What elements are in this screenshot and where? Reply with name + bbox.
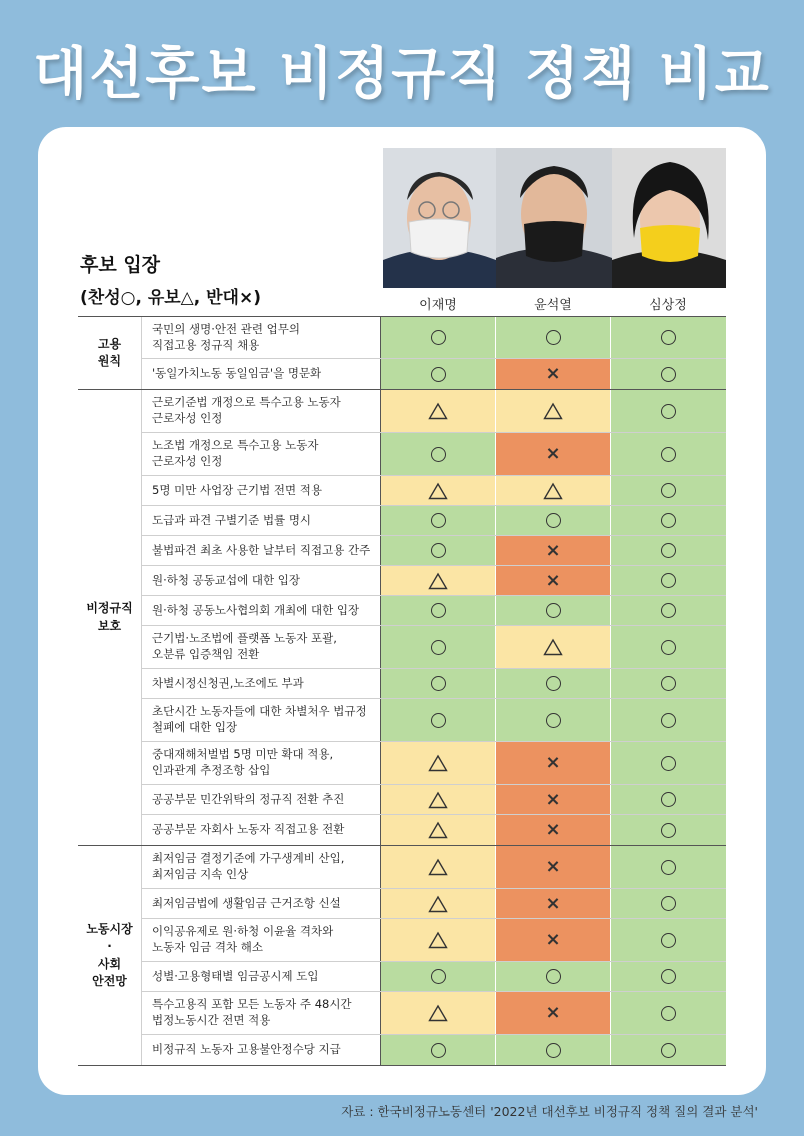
policy-text: 비정규직 노동자 고용불안정수당 지급 bbox=[141, 1035, 381, 1065]
policy-text: 성별·고용형태별 임금공시제 도입 bbox=[141, 962, 381, 991]
table-row bbox=[141, 785, 726, 815]
circle-icon bbox=[661, 367, 676, 382]
vote-cell-support bbox=[381, 317, 496, 358]
policy-text: 공공부문 민간위탁의 정규직 전환 추진 bbox=[141, 785, 381, 814]
vote-cell-support bbox=[496, 669, 611, 698]
policy-text: 불법파견 최초 사용한 날부터 직접고용 간주 bbox=[141, 536, 381, 565]
policy-text: 국민의 생명·안전 관련 업무의 직접고용 정규직 채용 bbox=[141, 317, 381, 358]
vote-cell-support bbox=[611, 815, 726, 845]
vote-cell-support bbox=[611, 919, 726, 961]
vote-cell-support bbox=[381, 506, 496, 535]
vote-cell-support bbox=[381, 536, 496, 565]
circle-icon bbox=[661, 896, 676, 911]
policy-comparison-table bbox=[78, 316, 726, 1066]
circle-icon bbox=[546, 969, 561, 984]
vote-cell-support bbox=[611, 390, 726, 432]
table-row bbox=[141, 626, 726, 669]
vote-cell-support bbox=[611, 889, 726, 918]
cross-icon: × bbox=[545, 892, 561, 914]
circle-icon bbox=[661, 1006, 676, 1021]
table-row bbox=[141, 699, 726, 742]
policy-text: 노조법 개정으로 특수고용 노동자 근로자성 인정 bbox=[141, 433, 381, 475]
vote-cell-oppose bbox=[496, 433, 611, 475]
circle-icon bbox=[661, 513, 676, 528]
triangle-icon bbox=[428, 931, 448, 949]
vote-cell-support bbox=[611, 992, 726, 1034]
policy-text: 최저임금법에 생활임금 근거조항 신설 bbox=[141, 889, 381, 918]
circle-icon bbox=[431, 543, 446, 558]
vote-cell-support bbox=[611, 699, 726, 741]
candidate-name-3: 심상정 bbox=[649, 298, 687, 313]
circle-icon bbox=[661, 823, 676, 838]
vote-cell-oppose bbox=[496, 566, 611, 595]
circle-icon bbox=[546, 603, 561, 618]
circle-icon bbox=[431, 603, 446, 618]
table-row bbox=[141, 919, 726, 962]
triangle-icon bbox=[428, 1004, 448, 1022]
table-row bbox=[141, 476, 726, 506]
vote-cell-support bbox=[381, 359, 496, 389]
vote-cell-support bbox=[381, 626, 496, 668]
policy-text: 이익공유제로 원·하청 이윤율 격차와 노동자 임금 격차 해소 bbox=[141, 919, 381, 961]
circle-icon bbox=[546, 713, 561, 728]
circle-icon bbox=[661, 713, 676, 728]
policy-text: 도급과 파견 구별기준 법률 명시 bbox=[141, 506, 381, 535]
triangle-icon bbox=[543, 402, 563, 420]
circle-icon bbox=[661, 573, 676, 588]
table-row bbox=[141, 815, 726, 845]
vote-cell-support bbox=[611, 596, 726, 625]
mask-3 bbox=[640, 225, 700, 262]
vote-cell-support bbox=[611, 846, 726, 888]
legend-subtitle: (찬성○, 유보△, 반대×) bbox=[80, 288, 261, 308]
candidate-name-2: 윤석열 bbox=[534, 298, 572, 313]
policy-text: 근기법·노조법에 플랫폼 노동자 포괄, 오분류 입증책임 전환 bbox=[141, 626, 381, 668]
candidate-1-photo bbox=[383, 148, 496, 288]
vote-cell-oppose bbox=[496, 359, 611, 389]
vote-cell-oppose bbox=[496, 846, 611, 888]
vote-cell-support bbox=[611, 359, 726, 389]
circle-icon bbox=[661, 676, 676, 691]
vote-cell-reserve bbox=[496, 626, 611, 668]
policy-text: 원·하청 공동교섭에 대한 입장 bbox=[141, 566, 381, 595]
table-row bbox=[141, 992, 726, 1035]
table-section bbox=[78, 317, 726, 390]
section-category-label: 노동시장 · 사회 안전망 bbox=[86, 921, 133, 988]
circle-icon bbox=[431, 969, 446, 984]
circle-icon bbox=[431, 330, 446, 345]
policy-text: 초단시간 노동자들에 대한 차별처우 법규정 철폐에 대한 입장 bbox=[141, 699, 381, 741]
circle-icon bbox=[431, 367, 446, 382]
circle-icon bbox=[661, 969, 676, 984]
circle-icon bbox=[661, 447, 676, 462]
source-note: 자료 : 한국비정규노동센터 '2022년 대선후보 비정규직 정책 질의 결과 분석' bbox=[341, 1104, 758, 1119]
triangle-icon bbox=[428, 754, 448, 772]
cross-icon: × bbox=[545, 856, 561, 877]
table-row bbox=[141, 317, 726, 359]
vote-cell-oppose bbox=[496, 919, 611, 961]
vote-cell-reserve bbox=[381, 889, 496, 918]
vote-cell-oppose bbox=[496, 536, 611, 565]
vote-cell-support bbox=[611, 317, 726, 358]
triangle-icon bbox=[428, 821, 448, 839]
section-category-label: 고용 원칙 bbox=[97, 336, 122, 368]
cross-icon: × bbox=[545, 363, 561, 384]
candidate-2-photo bbox=[496, 148, 612, 288]
vote-cell-support bbox=[496, 1035, 611, 1065]
vote-cell-support bbox=[496, 596, 611, 625]
vote-cell-support bbox=[496, 317, 611, 358]
circle-icon bbox=[661, 483, 676, 498]
cross-icon: × bbox=[545, 539, 561, 561]
vote-cell-reserve bbox=[381, 992, 496, 1034]
vote-cell-reserve bbox=[381, 919, 496, 961]
table-row bbox=[141, 846, 726, 889]
table-row bbox=[141, 962, 726, 992]
vote-cell-oppose bbox=[496, 785, 611, 814]
mask-2 bbox=[524, 221, 584, 262]
circle-icon bbox=[431, 1043, 446, 1058]
vote-cell-oppose bbox=[496, 889, 611, 918]
circle-icon bbox=[546, 330, 561, 345]
table-row bbox=[141, 596, 726, 626]
vote-cell-support bbox=[611, 669, 726, 698]
vote-cell-reserve bbox=[381, 476, 496, 505]
circle-icon bbox=[661, 603, 676, 618]
candidate-3-photo bbox=[612, 148, 726, 288]
vote-cell-support bbox=[611, 433, 726, 475]
triangle-icon bbox=[428, 895, 448, 913]
circle-icon bbox=[661, 330, 676, 345]
policy-text: 특수고용직 포함 모든 노동자 주 48시간 법정노동시간 전면 적용 bbox=[141, 992, 381, 1034]
table-section bbox=[78, 390, 726, 846]
table-row bbox=[141, 359, 726, 389]
circle-icon bbox=[661, 543, 676, 558]
circle-icon bbox=[431, 513, 446, 528]
policy-text: 원·하청 공동노사협의회 개최에 대한 입장 bbox=[141, 596, 381, 625]
circle-icon bbox=[431, 447, 446, 462]
cross-icon: × bbox=[545, 929, 561, 950]
policy-text: '동일가치노동 동일임금'을 명문화 bbox=[141, 359, 381, 389]
table-row bbox=[141, 433, 726, 476]
vote-cell-support bbox=[381, 596, 496, 625]
vote-cell-reserve bbox=[381, 785, 496, 814]
cross-icon: × bbox=[545, 1002, 561, 1023]
circle-icon bbox=[661, 640, 676, 655]
vote-cell-reserve bbox=[381, 566, 496, 595]
vote-cell-reserve bbox=[381, 742, 496, 784]
vote-cell-support bbox=[381, 1035, 496, 1065]
mask-1 bbox=[409, 219, 469, 258]
policy-text: 중대재해처벌법 5명 미만 확대 적용, 인과관계 추정조항 삽입 bbox=[141, 742, 381, 784]
table-row bbox=[141, 536, 726, 566]
table-row bbox=[141, 506, 726, 536]
vote-cell-support bbox=[611, 626, 726, 668]
vote-cell-support bbox=[496, 699, 611, 741]
triangle-icon bbox=[543, 638, 563, 656]
circle-icon bbox=[546, 1043, 561, 1058]
vote-cell-support bbox=[381, 433, 496, 475]
page-title: 대선후보 비정규직 정책 비교 bbox=[33, 42, 771, 107]
vote-cell-support bbox=[496, 506, 611, 535]
vote-cell-reserve bbox=[496, 390, 611, 432]
vote-cell-oppose bbox=[496, 815, 611, 845]
vote-cell-reserve bbox=[496, 476, 611, 505]
vote-cell-support bbox=[611, 566, 726, 595]
table-row bbox=[141, 1035, 726, 1065]
circle-icon bbox=[546, 513, 561, 528]
vote-cell-support bbox=[611, 742, 726, 784]
candidate-name-1: 이재명 bbox=[419, 298, 457, 313]
cross-icon: × bbox=[545, 788, 561, 810]
cross-icon: × bbox=[545, 569, 561, 591]
vote-cell-support bbox=[611, 506, 726, 535]
policy-text: 최저임금 결정기준에 가구생계비 산입, 최저임금 지속 인상 bbox=[141, 846, 381, 888]
circle-icon bbox=[661, 756, 676, 771]
vote-cell-reserve bbox=[381, 390, 496, 432]
vote-cell-oppose bbox=[496, 742, 611, 784]
cross-icon: × bbox=[545, 752, 561, 773]
policy-text: 5명 미만 사업장 근기법 전면 적용 bbox=[141, 476, 381, 505]
vote-cell-support bbox=[611, 476, 726, 505]
triangle-icon bbox=[428, 791, 448, 809]
circle-icon bbox=[661, 1043, 676, 1058]
circle-icon bbox=[431, 640, 446, 655]
vote-cell-reserve bbox=[381, 815, 496, 845]
table-row bbox=[141, 669, 726, 699]
vote-cell-support bbox=[611, 1035, 726, 1065]
circle-icon bbox=[661, 404, 676, 419]
vote-cell-support bbox=[381, 699, 496, 741]
cross-icon: × bbox=[545, 443, 561, 464]
vote-cell-support bbox=[611, 785, 726, 814]
circle-icon bbox=[431, 713, 446, 728]
policy-text: 차별시정신청권,노조에도 부과 bbox=[141, 669, 381, 698]
circle-icon bbox=[431, 676, 446, 691]
table-row bbox=[141, 390, 726, 433]
vote-cell-support bbox=[611, 962, 726, 991]
vote-cell-support bbox=[496, 962, 611, 991]
table-row bbox=[141, 889, 726, 919]
vote-cell-reserve bbox=[381, 846, 496, 888]
vote-cell-oppose bbox=[496, 992, 611, 1034]
triangle-icon bbox=[428, 858, 448, 876]
table-section bbox=[78, 846, 726, 1065]
circle-icon bbox=[661, 933, 676, 948]
policy-text: 근로기준법 개정으로 특수고용 노동자 근로자성 인정 bbox=[141, 390, 381, 432]
circle-icon bbox=[661, 792, 676, 807]
cross-icon: × bbox=[545, 819, 561, 840]
triangle-icon bbox=[428, 572, 448, 590]
triangle-icon bbox=[428, 402, 448, 420]
legend-title: 후보 입장 bbox=[80, 254, 161, 276]
vote-cell-support bbox=[611, 536, 726, 565]
triangle-icon bbox=[428, 482, 448, 500]
table-row bbox=[141, 742, 726, 785]
vote-cell-support bbox=[381, 962, 496, 991]
circle-icon bbox=[546, 676, 561, 691]
section-category-label: 비정규직 보호 bbox=[86, 601, 133, 633]
policy-text: 공공부문 자회사 노동자 직접고용 전환 bbox=[141, 815, 381, 845]
table-row bbox=[141, 566, 726, 596]
triangle-icon bbox=[543, 482, 563, 500]
circle-icon bbox=[661, 860, 676, 875]
vote-cell-support bbox=[381, 669, 496, 698]
